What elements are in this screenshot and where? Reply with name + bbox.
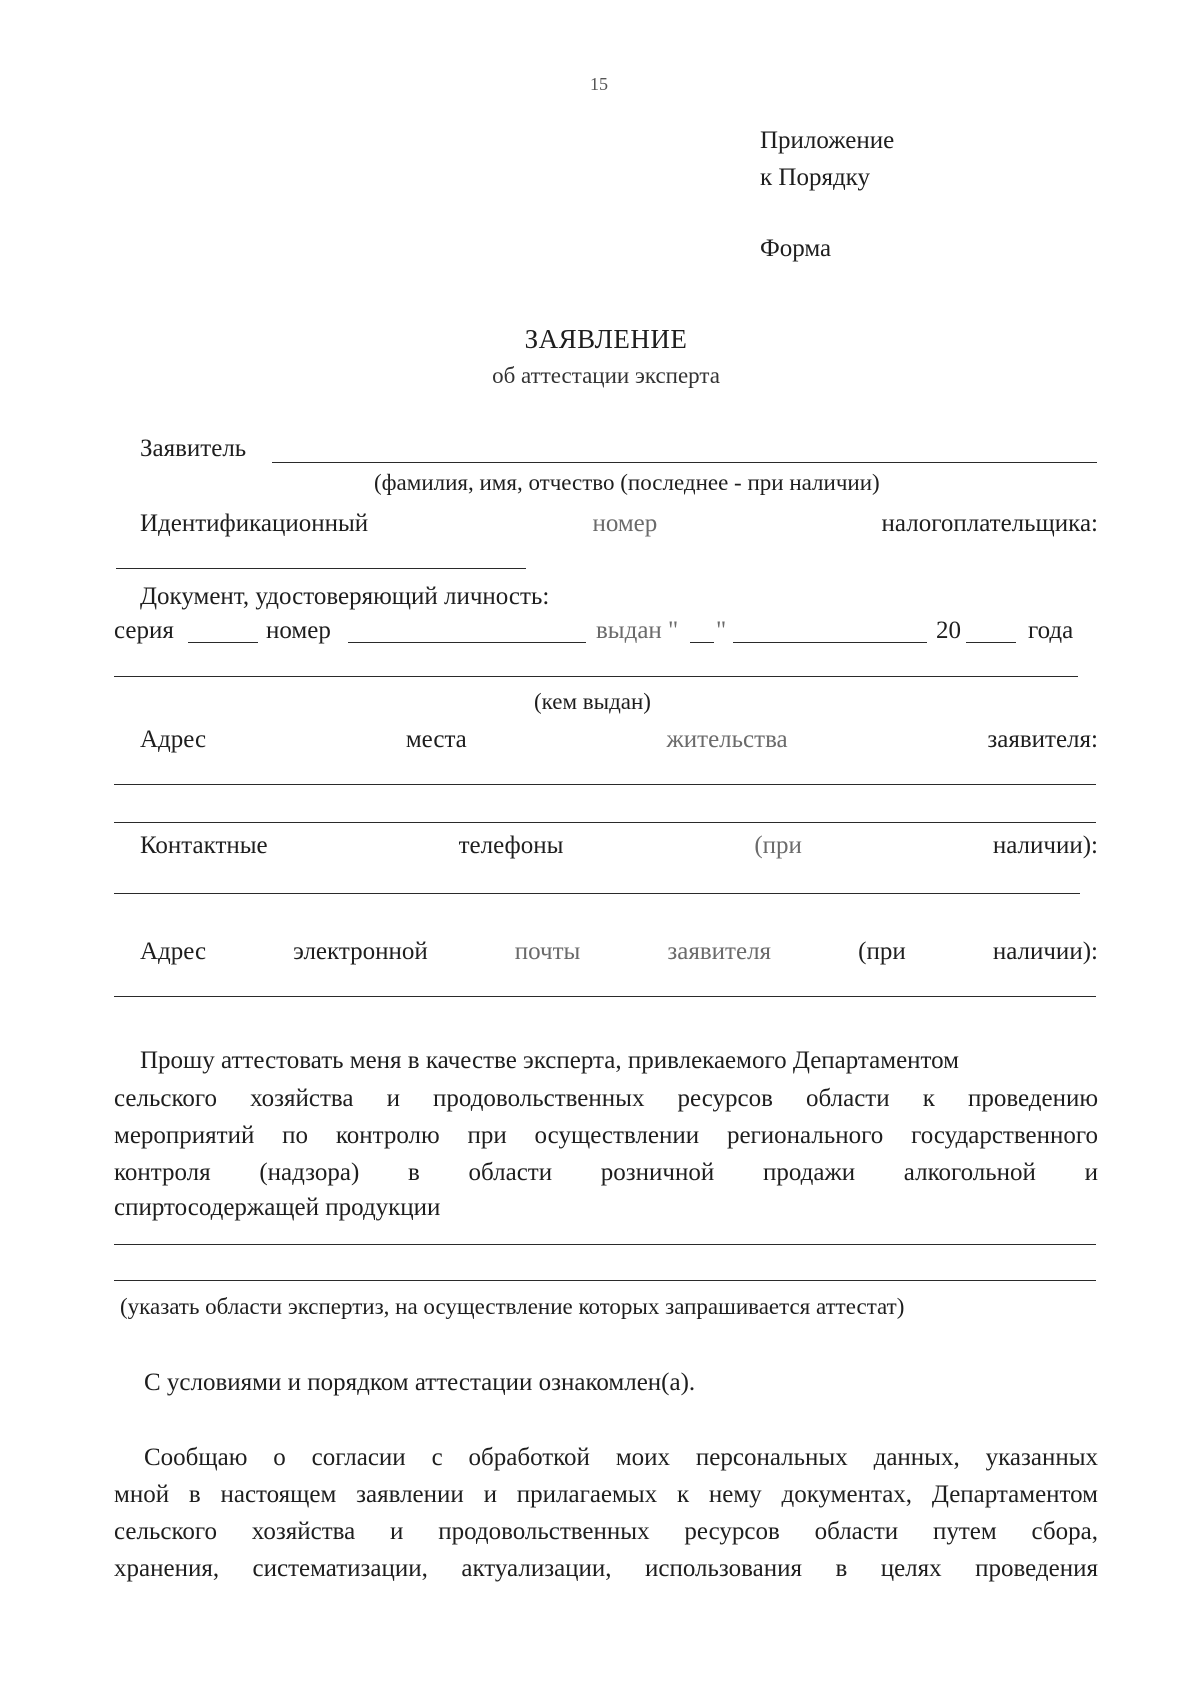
inn-label-row [140, 510, 1098, 538]
applicant-hint: (фамилия, имя, отчество (последнее - при наличии) [374, 470, 880, 495]
email-word-3: почты [514, 938, 581, 965]
year-suffix: года [1028, 617, 1074, 644]
document-title: ЗАЯВЛЕНИЕ [524, 324, 688, 354]
inn-word-3: налогоплательщика: [881, 510, 1098, 537]
inn-word-2: номер [592, 510, 658, 537]
issued-day-input-line[interactable] [690, 642, 714, 643]
issued-label: выдан " [596, 617, 679, 644]
series-input-line[interactable] [188, 642, 258, 643]
request-line-4-text: контроля (надзора) в области розничной продажи алкогольной и [114, 1159, 1098, 1186]
address-word-2: места [405, 726, 467, 753]
inn-word-1: Идентификационный [140, 510, 369, 537]
page-number: 15 [590, 74, 608, 94]
request-line-4 [114, 1159, 1098, 1187]
document-subtitle: об аттестации эксперта [492, 363, 720, 388]
expertise-input-line-2[interactable] [114, 1280, 1096, 1281]
applicant-label: Заявитель [140, 435, 247, 462]
address-input-line-1[interactable] [114, 784, 1096, 785]
year-prefix: 20 [936, 617, 961, 644]
address-label-row [140, 726, 1098, 754]
consent-line-4 [114, 1555, 1098, 1583]
appendix-line-1: Приложение [760, 127, 895, 154]
request-line-1: Прошу аттестовать меня в качестве эксперта, привлекаемого Департаментом [140, 1047, 959, 1074]
phones-word-4: наличии): [992, 832, 1098, 859]
issued-quote-close: " [716, 617, 727, 644]
expertise-input-line-1[interactable] [114, 1244, 1096, 1245]
address-word-1: Адрес [140, 726, 207, 753]
consent-line-3-text: сельского хозяйства и продовольственных ресурсов области путем сбора, [114, 1518, 1098, 1545]
consent-line-2-text: мной в настоящем заявлении и прилагаемых к нему документах, Департаментом [114, 1481, 1098, 1508]
email-word-4: заявителя [667, 938, 772, 965]
inn-input-line[interactable] [116, 568, 526, 569]
request-line-2-text: сельского хозяйства и продовольственных ресурсов области к проведению [114, 1085, 1098, 1112]
form-label: Форма [760, 235, 832, 262]
appendix-line-2: к Порядку [760, 164, 870, 191]
number-input-line[interactable] [348, 642, 586, 643]
issued-by-input-line[interactable] [114, 676, 1078, 677]
series-label: серия [114, 617, 174, 644]
email-word-6: наличии): [992, 938, 1098, 965]
address-word-3: жительства [666, 726, 788, 753]
request-line-5: спиртосодержащей продукции [114, 1194, 441, 1221]
id-document-label: Документ, удостоверяющий личность: [140, 583, 550, 610]
email-word-1: Адрес [140, 938, 207, 965]
consent-line-4-text: хранения, систематизации, актуализации, использования в целях проведения [114, 1555, 1098, 1582]
issued-month-input-line[interactable] [733, 642, 927, 643]
email-label-row [140, 938, 1098, 966]
address-word-4: заявителя: [987, 726, 1098, 753]
phones-word-3: (при [754, 832, 802, 859]
phones-word-2: телефоны [458, 832, 564, 859]
consent-line-3 [114, 1518, 1098, 1546]
phones-label-row [140, 832, 1098, 860]
address-input-line-2[interactable] [114, 822, 1096, 823]
phones-input-line[interactable] [114, 893, 1080, 894]
year-input-line[interactable] [966, 642, 1016, 643]
consent-line-2 [114, 1481, 1098, 1509]
email-word-5: (при [858, 938, 906, 965]
consent-line-1 [144, 1444, 1098, 1472]
expertise-hint: (указать области экспертиз, на осуществление которых запрашивается аттестат) [120, 1294, 905, 1319]
email-input-line[interactable] [114, 996, 1096, 997]
request-line-2 [114, 1085, 1098, 1113]
issued-by-hint: (кем выдан) [534, 689, 651, 714]
request-line-3 [114, 1122, 1098, 1150]
phones-word-1: Контактные [140, 832, 268, 859]
acknowledgement-text: С условиями и порядком аттестации ознакомлен(а). [144, 1369, 696, 1396]
request-line-3-text: мероприятий по контролю при осуществлении регионального государственного [114, 1122, 1098, 1149]
number-label: номер [266, 617, 331, 644]
applicant-input-line[interactable] [272, 462, 1097, 463]
email-word-2: электронной [293, 938, 428, 965]
consent-line-1-text: Сообщаю о согласии с обработкой моих персональных данных, указанных [144, 1444, 1098, 1471]
